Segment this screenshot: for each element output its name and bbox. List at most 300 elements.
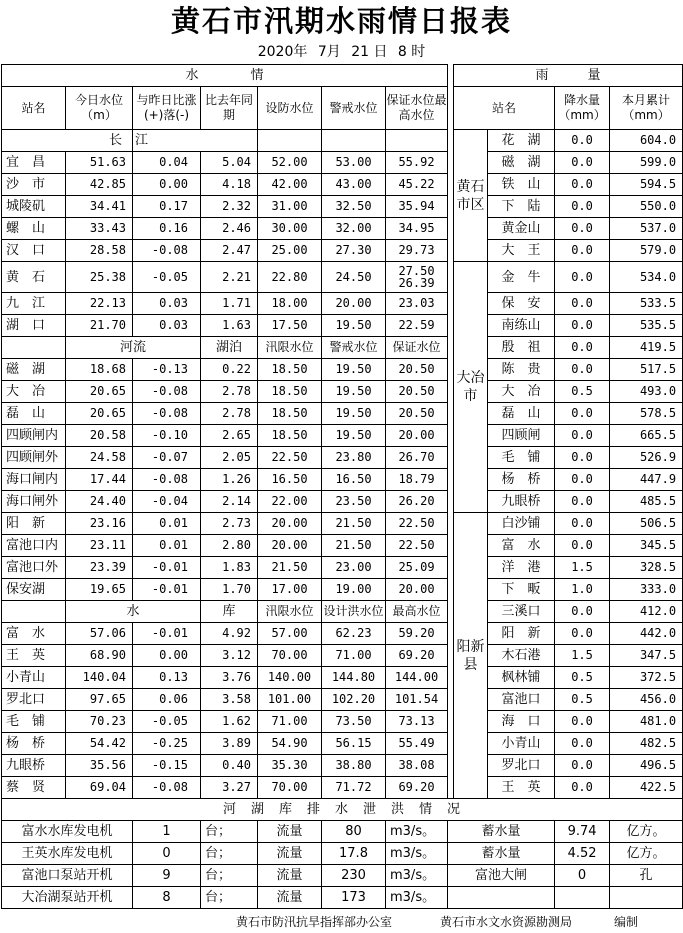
station-name: 海口闸外 <box>2 491 66 513</box>
drain-count: 8 <box>133 887 201 909</box>
rain-station-name: 黄金山 <box>488 218 555 240</box>
vs-yesterday: 0.03 <box>133 293 201 315</box>
rain-month-total: 534.0 <box>610 262 683 293</box>
rain-station-name: 洋 港 <box>488 557 555 579</box>
warning-level: 27.30 <box>322 240 386 262</box>
table-row <box>2 711 683 733</box>
col-header-today_level: 今日水位（m） <box>66 87 133 130</box>
rain-station-name: 海 口 <box>488 711 555 733</box>
vs-yesterday: -0.25 <box>133 733 201 755</box>
vs-yesterday: 0.00 <box>133 645 201 667</box>
rain-station-name: 三溪口 <box>488 601 555 623</box>
warning-level: 19.00 <box>322 579 386 601</box>
rain-station-name: 金 牛 <box>488 262 555 293</box>
today-level: 25.38 <box>66 262 133 293</box>
rain-station-name: 下 陆 <box>488 196 555 218</box>
today-level: 33.43 <box>66 218 133 240</box>
today-level: 22.13 <box>66 293 133 315</box>
warning-level: 53.00 <box>322 152 386 174</box>
empty-cell <box>386 130 448 152</box>
gap-cell <box>448 557 454 579</box>
gap-cell <box>448 711 454 733</box>
drain-flow-label: 流量 <box>258 887 322 909</box>
gap-cell <box>448 667 454 689</box>
warning-level: 43.00 <box>322 174 386 196</box>
rain-station-name: 下 畈 <box>488 579 555 601</box>
fortify-level: 18.50 <box>258 425 322 447</box>
today-level: 69.04 <box>66 777 133 799</box>
drain-flow-label: 流量 <box>258 865 322 887</box>
guarantee-level-1: 27.50 <box>398 264 435 278</box>
fortify-level: 57.00 <box>258 623 322 645</box>
drain-storage-value: 4.52 <box>555 843 610 865</box>
rain-month-total: 665.5 <box>610 425 683 447</box>
drain-name: 富水水库发电机 <box>2 821 133 843</box>
date-year: 2020年 <box>257 44 308 60</box>
rain-station-name: 罗北口 <box>488 755 555 777</box>
vs-yesterday: 0.06 <box>133 689 201 711</box>
guarantee-level: 59.20 <box>386 623 448 645</box>
vs-yesterday: -0.05 <box>133 262 201 293</box>
drain-unit: 台； <box>201 843 258 865</box>
rain-station-name: 毛 铺 <box>488 447 555 469</box>
rain-station-name: 阳 新 <box>488 623 555 645</box>
rain-amount: 0.0 <box>555 777 610 799</box>
fortify-level: 16.50 <box>258 469 322 491</box>
vs-last-year: 1.26 <box>201 469 258 491</box>
rain-month-total: 347.5 <box>610 645 683 667</box>
station-name: 四顾闸内 <box>2 425 66 447</box>
report-table <box>1 64 683 909</box>
fortify-level: 17.50 <box>258 315 322 337</box>
vs-yesterday: 0.16 <box>133 218 201 240</box>
rain-station-name: 大 王 <box>488 240 555 262</box>
rain-amount: 0.5 <box>555 381 610 403</box>
rain-amount: 0.0 <box>555 425 610 447</box>
table-row <box>2 381 683 403</box>
table-row <box>2 865 683 887</box>
vs-last-year: 2.21 <box>201 262 258 293</box>
rain-month-total: 422.5 <box>610 777 683 799</box>
rain-amount: 0.0 <box>555 755 610 777</box>
today-level: 20.65 <box>66 381 133 403</box>
fortify-level: 70.00 <box>258 777 322 799</box>
table-row <box>2 777 683 799</box>
section-max-level: 最高水位 <box>386 601 448 623</box>
section-flood-limit: 汛限水位 <box>258 601 322 623</box>
guarantee-level: 23.03 <box>386 293 448 315</box>
fortify-level: 18.50 <box>258 359 322 381</box>
table-row <box>2 130 683 152</box>
warning-level: 23.50 <box>322 491 386 513</box>
gap-cell <box>448 777 454 799</box>
drain-storage-value <box>555 887 610 909</box>
station-name: 螺 山 <box>2 218 66 240</box>
station-name: 海口闸内 <box>2 469 66 491</box>
drain-flow-label: 流量 <box>258 821 322 843</box>
rain-amount: 0.0 <box>555 601 610 623</box>
guarantee-level: 55.92 <box>386 152 448 174</box>
drain-storage-unit: 亿方。 <box>610 821 683 843</box>
rain-amount: 0.0 <box>555 469 610 491</box>
rain-month-total: 550.0 <box>610 196 683 218</box>
table-row <box>2 425 683 447</box>
rain-amount: 0.5 <box>555 667 610 689</box>
warning-level: 19.50 <box>322 381 386 403</box>
fortify-level: 30.00 <box>258 218 322 240</box>
guarantee-level: 20.50 <box>386 359 448 381</box>
section-design-flood: 设计洪水位 <box>322 601 386 623</box>
today-level: 70.23 <box>66 711 133 733</box>
gap-cell <box>448 469 454 491</box>
table-row <box>2 755 683 777</box>
guarantee-level: 26.70 <box>386 447 448 469</box>
fortify-level: 21.50 <box>258 557 322 579</box>
today-level: 68.90 <box>66 645 133 667</box>
vs-yesterday: -0.10 <box>133 425 201 447</box>
drain-name: 大冶湖泵站开机 <box>2 887 133 909</box>
drain-storage-label <box>448 887 555 909</box>
rain-region: 阳新县 <box>454 513 488 799</box>
station-name: 四顾闸外 <box>2 447 66 469</box>
table-row <box>2 87 683 130</box>
rain-station-name: 枫林铺 <box>488 667 555 689</box>
section-river: 河流 <box>66 337 201 359</box>
rain-amount: 0.0 <box>555 623 610 645</box>
water-section-header: 水 情 <box>2 65 448 87</box>
vs-last-year: 2.73 <box>201 513 258 535</box>
warning-level: 71.00 <box>322 645 386 667</box>
col-header-vs_last_year: 比去年同 期 <box>201 87 258 130</box>
today-level: 24.40 <box>66 491 133 513</box>
empty-cell <box>2 601 66 623</box>
guarantee-level: 20.50 <box>386 381 448 403</box>
rain-amount: 0.0 <box>555 491 610 513</box>
today-level: 20.58 <box>66 425 133 447</box>
rain-month-total: 535.5 <box>610 315 683 337</box>
station-name: 富池口外 <box>2 557 66 579</box>
table-row <box>2 262 683 293</box>
gap-cell <box>448 196 454 218</box>
footer-bureau: 黄石市水文水资源勘测局 <box>440 915 573 929</box>
fortify-level: 140.00 <box>258 667 322 689</box>
vs-last-year: 4.92 <box>201 623 258 645</box>
rain-month-total: 456.0 <box>610 689 683 711</box>
rain-station-name: 白沙铺 <box>488 513 555 535</box>
fortify-level: 31.00 <box>258 196 322 218</box>
table-row <box>2 579 683 601</box>
station-name: 小青山 <box>2 667 66 689</box>
rain-station-name: 南练山 <box>488 315 555 337</box>
gap-cell <box>448 218 454 240</box>
station-name: 罗北口 <box>2 689 66 711</box>
drain-storage-unit <box>610 887 683 909</box>
vs-last-year: 0.22 <box>201 359 258 381</box>
rain-amount: 0.0 <box>555 174 610 196</box>
today-level: 17.44 <box>66 469 133 491</box>
footer-office: 黄石市防汛抗旱指挥部办公室 <box>236 915 393 929</box>
col-header-fortify: 设防水位 <box>258 87 322 130</box>
rain-station-name: 王 英 <box>488 777 555 799</box>
empty-cell <box>322 130 386 152</box>
guarantee-level: 34.95 <box>386 218 448 240</box>
drain-flow-unit: m3/s。 <box>386 865 448 887</box>
guarantee-level: 18.79 <box>386 469 448 491</box>
gap-cell <box>448 733 454 755</box>
report-date <box>0 42 683 62</box>
rain-month-total: 604.0 <box>610 130 683 152</box>
rain-amount: 0.0 <box>555 733 610 755</box>
fortify-level: 20.00 <box>258 535 322 557</box>
gap-cell <box>448 337 454 359</box>
table-row <box>2 403 683 425</box>
gap-cell <box>448 240 454 262</box>
guarantee-level: 20.50 <box>386 403 448 425</box>
gap-cell <box>448 535 454 557</box>
table-row <box>2 152 683 174</box>
vs-last-year: 2.80 <box>201 535 258 557</box>
gap-cell <box>448 645 454 667</box>
warning-level: 56.15 <box>322 733 386 755</box>
date-hour: 8 时 <box>397 44 426 60</box>
col-header-rainfall: 降水量（mm） <box>555 87 610 130</box>
empty-cell <box>258 130 322 152</box>
station-name: 富池口内 <box>2 535 66 557</box>
today-level: 28.58 <box>66 240 133 262</box>
table-row <box>2 887 683 909</box>
rain-month-total: 517.5 <box>610 359 683 381</box>
rain-month-total: 533.5 <box>610 293 683 315</box>
table-row <box>2 557 683 579</box>
drain-count: 0 <box>133 843 201 865</box>
rain-station-name: 大 冶 <box>488 381 555 403</box>
today-level: 57.06 <box>66 623 133 645</box>
table-row <box>2 821 683 843</box>
rain-amount: 1.5 <box>555 557 610 579</box>
table-row <box>2 196 683 218</box>
vs-last-year: 1.71 <box>201 293 258 315</box>
rain-station-name: 保 安 <box>488 293 555 315</box>
today-level: 24.58 <box>66 447 133 469</box>
rain-amount: 0.0 <box>555 513 610 535</box>
fortify-level: 18.50 <box>258 403 322 425</box>
vs-yesterday: -0.08 <box>133 777 201 799</box>
gap-cell <box>448 293 454 315</box>
table-row <box>2 447 683 469</box>
rain-month-total: 537.0 <box>610 218 683 240</box>
drain-unit: 台； <box>201 821 258 843</box>
rain-amount: 0.0 <box>555 711 610 733</box>
drain-flow-value: 230 <box>322 865 386 887</box>
table-row <box>2 315 683 337</box>
drain-flow-unit: m3/s。 <box>386 821 448 843</box>
table-row <box>2 359 683 381</box>
warning-level: 19.50 <box>322 359 386 381</box>
rain-month-total: 412.0 <box>610 601 683 623</box>
table-row <box>2 337 683 359</box>
station-name: 杨 桥 <box>2 733 66 755</box>
warning-level: 71.72 <box>322 777 386 799</box>
warning-level: 23.80 <box>322 447 386 469</box>
guarantee-level: 25.09 <box>386 557 448 579</box>
warning-level: 19.50 <box>322 425 386 447</box>
table-row <box>2 799 683 821</box>
rain-amount: 0.0 <box>555 403 610 425</box>
today-level: 54.42 <box>66 733 133 755</box>
guarantee-level <box>386 262 448 293</box>
vs-yesterday: 0.13 <box>133 667 201 689</box>
guarantee-level: 101.54 <box>386 689 448 711</box>
rain-station-name: 木石港 <box>488 645 555 667</box>
rain-station-name: 花 湖 <box>488 130 555 152</box>
vs-last-year: 3.27 <box>201 777 258 799</box>
today-level: 42.85 <box>66 174 133 196</box>
drain-flow-unit: m3/s。 <box>386 843 448 865</box>
vs-yesterday: -0.01 <box>133 557 201 579</box>
warning-level: 73.50 <box>322 711 386 733</box>
rain-amount: 1.0 <box>555 579 610 601</box>
vs-last-year: 3.58 <box>201 689 258 711</box>
rain-month-total: 493.0 <box>610 381 683 403</box>
drain-count: 1 <box>133 821 201 843</box>
fortify-level: 18.50 <box>258 381 322 403</box>
vs-yesterday: -0.08 <box>133 403 201 425</box>
warning-level: 21.50 <box>322 535 386 557</box>
vs-last-year: 3.76 <box>201 667 258 689</box>
fortify-level: 54.90 <box>258 733 322 755</box>
rain-station-name: 富池口 <box>488 689 555 711</box>
fortify-level: 52.00 <box>258 152 322 174</box>
station-name: 蔡 贤 <box>2 777 66 799</box>
warning-level: 32.00 <box>322 218 386 240</box>
rain-station-name: 小青山 <box>488 733 555 755</box>
drain-unit: 台； <box>201 865 258 887</box>
gap-cell <box>448 425 454 447</box>
fortify-level: 42.00 <box>258 174 322 196</box>
fortify-level: 22.80 <box>258 262 322 293</box>
vs-yesterday: -0.15 <box>133 755 201 777</box>
rain-month-total: 526.9 <box>610 447 683 469</box>
section-changjiang-a: 长 <box>2 130 133 152</box>
rain-month-total: 485.5 <box>610 491 683 513</box>
rain-station-name: 磁 湖 <box>488 152 555 174</box>
rain-amount: 0.0 <box>555 315 610 337</box>
guarantee-level: 20.00 <box>386 579 448 601</box>
table-row <box>2 843 683 865</box>
warning-level: 62.23 <box>322 623 386 645</box>
today-level: 140.04 <box>66 667 133 689</box>
warning-level: 24.50 <box>322 262 386 293</box>
gap-cell <box>448 579 454 601</box>
vs-yesterday: -0.08 <box>133 240 201 262</box>
drain-storage-value: 0 <box>555 865 610 887</box>
guarantee-level: 38.08 <box>386 755 448 777</box>
station-name: 磊 山 <box>2 403 66 425</box>
rain-amount: 0.0 <box>555 130 610 152</box>
rain-section-header: 雨 量 <box>454 65 683 87</box>
col-header-rain-station: 站名 <box>454 87 555 130</box>
warning-level: 19.50 <box>322 403 386 425</box>
table-row <box>2 535 683 557</box>
table-row <box>2 601 683 623</box>
fortify-level: 25.00 <box>258 240 322 262</box>
drain-storage-unit: 孔 <box>610 865 683 887</box>
table-row <box>2 293 683 315</box>
gap-cell <box>448 315 454 337</box>
drain-flow-label: 流量 <box>258 843 322 865</box>
report-table-wrap <box>1 64 682 912</box>
section-warning: 警戒水位 <box>322 337 386 359</box>
today-level: 34.41 <box>66 196 133 218</box>
vs-yesterday: 0.00 <box>133 174 201 196</box>
rain-amount: 0.0 <box>555 535 610 557</box>
station-name: 王 英 <box>2 645 66 667</box>
rain-amount: 0.0 <box>555 447 610 469</box>
drain-storage-label: 蓄水量 <box>448 843 555 865</box>
section-reservoir-a: 水 <box>66 601 201 623</box>
station-name: 宜 昌 <box>2 152 66 174</box>
rain-month-total: 506.5 <box>610 513 683 535</box>
station-name: 保安湖 <box>2 579 66 601</box>
drain-flow-value: 80 <box>322 821 386 843</box>
gap-cell <box>448 601 454 623</box>
col-header-guarantee: 保证水位最高水位 <box>386 87 448 130</box>
today-level: 20.65 <box>66 403 133 425</box>
col-header-warning: 警戒水位 <box>322 87 386 130</box>
rain-amount: 0.0 <box>555 196 610 218</box>
station-name: 毛 铺 <box>2 711 66 733</box>
gap-cell <box>448 491 454 513</box>
footer-compiled: 编制 <box>614 915 639 929</box>
rain-station-name: 殷 祖 <box>488 337 555 359</box>
rain-month-total: 578.5 <box>610 403 683 425</box>
rain-month-total: 372.5 <box>610 667 683 689</box>
station-name: 汉 口 <box>2 240 66 262</box>
rain-month-total: 447.9 <box>610 469 683 491</box>
today-level: 23.39 <box>66 557 133 579</box>
table-row <box>2 469 683 491</box>
guarantee-level: 144.00 <box>386 667 448 689</box>
report-title: 黄石市汛期水雨情日报表 <box>170 4 512 38</box>
gap-cell <box>448 359 454 381</box>
drain-storage-label: 蓄水量 <box>448 821 555 843</box>
station-name: 城陵矶 <box>2 196 66 218</box>
guarantee-level: 26.20 <box>386 491 448 513</box>
warning-level: 32.50 <box>322 196 386 218</box>
station-name: 富 水 <box>2 623 66 645</box>
station-name: 湖 口 <box>2 315 66 337</box>
vs-yesterday: 0.01 <box>133 535 201 557</box>
vs-last-year: 2.78 <box>201 403 258 425</box>
vs-last-year: 1.70 <box>201 579 258 601</box>
station-name: 大 冶 <box>2 381 66 403</box>
table-row <box>2 733 683 755</box>
vs-last-year: 3.89 <box>201 733 258 755</box>
warning-level: 38.80 <box>322 755 386 777</box>
rain-amount: 0.0 <box>555 218 610 240</box>
vs-last-year: 1.83 <box>201 557 258 579</box>
rain-month-total: 594.5 <box>610 174 683 196</box>
rain-amount: 0.0 <box>555 240 610 262</box>
drain-name: 富池口泵站开机 <box>2 865 133 887</box>
vs-yesterday: 0.01 <box>133 513 201 535</box>
gap-cell <box>448 152 454 174</box>
drain-flow-unit: m3/s。 <box>386 887 448 909</box>
vs-last-year: 1.63 <box>201 315 258 337</box>
today-level: 97.65 <box>66 689 133 711</box>
rain-amount: 0.0 <box>555 337 610 359</box>
vs-yesterday: -0.01 <box>133 579 201 601</box>
